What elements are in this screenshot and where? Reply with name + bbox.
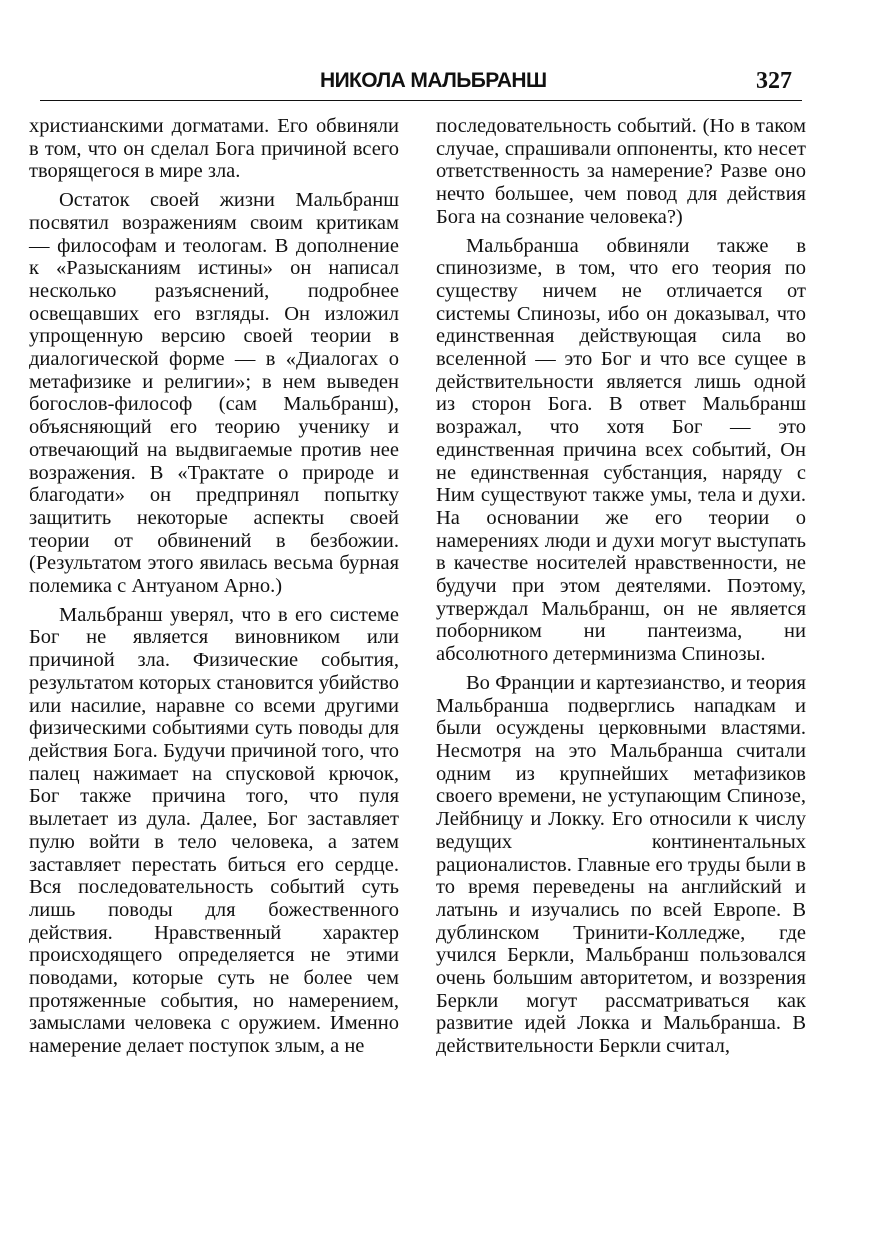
running-title: НИКОЛА МАЛЬБРАНШ — [320, 69, 547, 92]
paragraph: Мальбранш уверял, что в его системе Бог не является виновником или причиной зла. Физические события, результатом которых становится убийство или насилие, наравне со всеми другими физическими событиями суть поводы для действия Бога. Будучи причиной того, что палец нажимает на спусковой крючок, Бог также причина того, что пуля вылетает из дула. Далее, Бог заставляет пулю войти в тело человека, а затем заставляет перестать биться его сердце. Вся последовательность событий суть лишь поводы для божественного действия. Нравственный характер происходящего определяется не этими поводами, которые суть не более чем протяженные события, но намерением, замыслами человека с оружием. Именно намерение делает поступок злым, а не — [29, 603, 399, 1058]
paragraph: Во Франции и картезианство, и теория Мальбранша подверглись нападкам и были осуждены церковными властями. Несмотря на это Мальбранша считали одним из крупнейших метафизиков своего времени, не уступающим Спинозе, Лейбницу и Локку. Его относили к числу ведущих континентальных рационалистов. Главные его труды были в то время переведены на английский и латынь и изучались по всей Европе. В дублинском Тринити-Колледже, где учился Беркли, Мальбранш пользовался очень большим авторитетом, и воззрения Беркли могут рассматриваться как развитие идей Локка и Мальбранша. В действительности Беркли считал, — [436, 671, 806, 1058]
left-column — [29, 115, 399, 1064]
right-column — [436, 115, 806, 1064]
page-header — [40, 66, 802, 102]
paragraph: Остаток своей жизни Мальбранш посвятил возражениям своим критикам — философам и теологам. В дополнение к «Разысканиям истины» он написал несколько разъяснений, подробнее освещавших его взгляды. Он изложил упрощенную версию своей теории в диалогической форме — в «Диалогах о метафизике и религии»; в нем выведен богослов-философ (сам Мальбранш), объясняющий его теорию ученику и отвечающий на выдвигаемые против нее возражения. В «Трактате о природе и благодати» он предпринял попытку защитить некоторые аспекты своей теории от обвинений в безбожии. (Результатом этого явилась весьма бурная полемика с Антуаном Арно.) — [29, 189, 399, 598]
page-number: 327 — [756, 68, 792, 94]
paragraph: Мальбранша обвиняли также в спинозизме, в том, что его теория по существу ничем не отличается от системы Спинозы, ибо он доказывал, что единственная действующая сила во вселенной — это Бог и что все сущее в действительности является лишь одной из сторон Бога. В ответ Мальбранш возражал, что хотя Бог — это единственная причина всех событий, Он не единственная субстанция, наряду с Ним существуют также умы, тела и духи. На основании же его теории о намерениях люди и духи могут выступать в качестве носителей нравственности, не будучи при этом деятелями. Поэтому, утверждал Мальбранш, он не является поборником ни пантеизма, ни абсолютного детерминизма Спинозы. — [436, 234, 806, 666]
paragraph: последовательность событий. (Но в таком случае, спрашивали оппоненты, кто несет ответственность за намерение? Разве оно нечто большее, чем повод для действия Бога на сознание человека?) — [436, 115, 806, 228]
header-rule — [40, 100, 802, 101]
paragraph: христианскими догматами. Его обвиняли в том, что он сделал Бога причиной всего творящегося в мире зла. — [29, 115, 399, 183]
